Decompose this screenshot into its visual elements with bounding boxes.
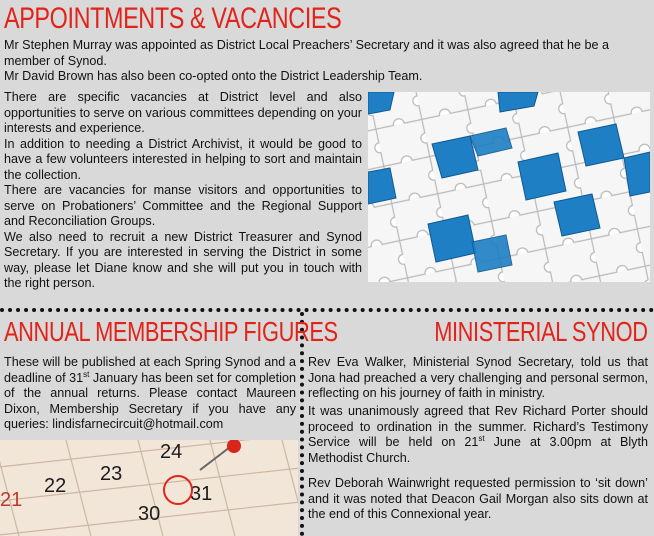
calendar-number: 24 [160,441,183,463]
membership-title: ANNUAL MEMBERSHIP FIGURES [4,316,338,347]
synod-para-2: It was unanimously agreed that Rev Richard Porter should proceed to ordination in the summer. Richard’s Testimony Service will be held on 21st June at 3.00pm at Blyth Methodist Church. [308,404,648,465]
vacancies-para-2: In addition to needing a District Archivist, it would be good to have a few volunteers interested in helping to sort and maintain the collection. [4,136,362,182]
appointments-lead [4,38,648,85]
appointment-stephen-murray: Mr Stephen Murray was appointed as District Local Preachers’ Secretary and it was also agreed that he be a member of Synod. [4,38,610,68]
calendar-number: 22 [44,475,67,497]
puzzle-illustration [368,92,650,282]
membership-text: These will be published at each Spring Synod and a deadline of 31st January has been set for completion of the annual returns. Please contact Maureen Dixon, Membership Secretary if you have any queries: lindisfarnecircuit@hotmail.com [4,355,296,431]
appointments-title: APPOINTMENTS & VACANCIES [4,2,342,35]
calendar-image [0,440,298,536]
vacancies-para-4: We also need to recruit a new District Treasurer and Synod Secretary. If you are interested in serving the District in some way, please let Diane know and she will put you in touch with the right person. [4,229,362,290]
calendar-number: 31 [190,483,213,505]
calendar-illustration [0,440,298,536]
synod-para-1: Rev Eva Walker, Ministerial Synod Secretary, told us that Jona had preached a very challenging and personal sermon, reflecting on his journey of faith in ministry. [308,355,648,400]
vacancies-text [4,90,362,292]
calendar-number: 23 [100,463,123,485]
vacancies-para-1: There are specific vacancies at District level and also opportunities to serve on various committees depending on your interests and experience. [4,90,362,135]
synod-title: MINISTERIAL SYNOD [434,316,648,347]
calendar-number: 21 [0,489,23,511]
vacancies-para-3: There are vacancies for manse visitors and opportunities to serve on Probationers’ Committee and the Regional Support and Reconciliation Groups. [4,183,362,228]
section-divider-horizontal [0,308,654,312]
synod-para-3: Rev Deborah Wainwright requested permission to ‘sit down’ and it was noted that Deacon Gail Morgan also sits down at the end of this Connexional year. [308,476,648,521]
puzzle-image [368,92,650,282]
calendar-number: 30 [138,503,161,525]
appointment-david-brown: Mr David Brown has also been co-opted onto the District Leadership Team. [4,69,423,83]
